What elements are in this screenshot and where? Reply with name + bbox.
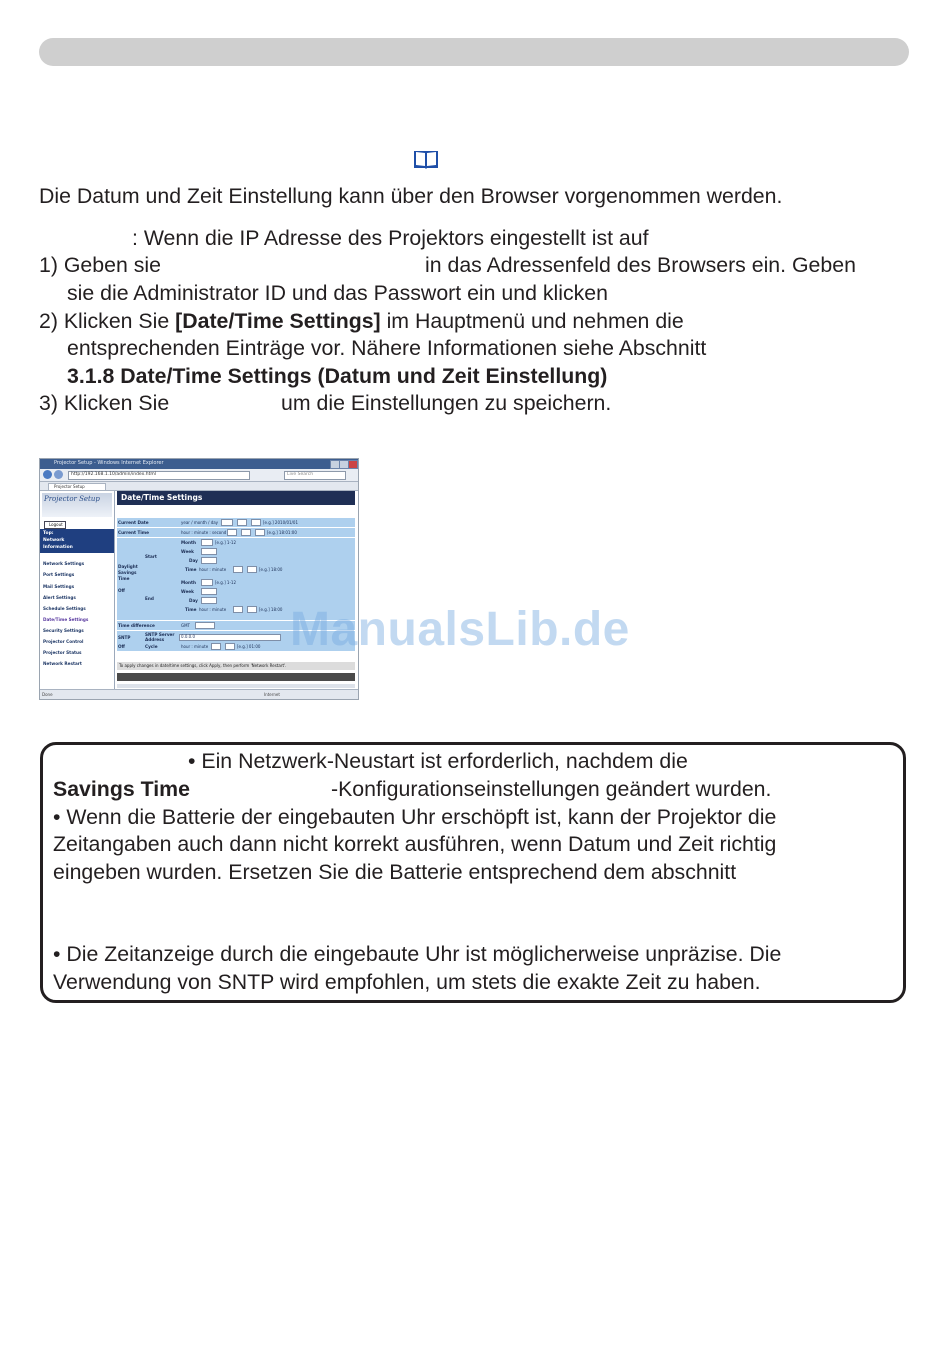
nav-item: Projector Control: [43, 639, 84, 644]
nav-item: Network Settings: [43, 561, 85, 566]
time-difference-row: Time difference GMT: [117, 620, 355, 630]
browser-screenshot: [39, 458, 359, 700]
step2-line1: 2) Klicken Sie [Date/Time Settings] im Hauptmenü und nehmen die: [39, 309, 684, 333]
note-line4: Zeitangaben auch dann nicht korrekt ausführen, wenn Datum und Zeit richtig: [53, 832, 777, 856]
note-line1: • Ein Netzwerk-Neustart ist erforderlich, nachdem die: [188, 749, 688, 773]
sidebar: [40, 491, 115, 689]
search-field: Live Search: [284, 471, 346, 480]
note-bold-term: Savings Time: [53, 777, 190, 801]
window-titlebar: [40, 459, 358, 469]
window-title: Projector Setup - Windows Internet Explorer: [54, 460, 164, 466]
current-time-row: Current Time hour : minute : second [e.g.] 18:01:00: [117, 527, 355, 537]
nav-item: Network Restart: [43, 661, 82, 666]
nav-item: Projector Status: [43, 650, 82, 655]
step1-prefix: 1) Geben sie: [39, 253, 161, 277]
nav-item: Port Settings: [43, 572, 75, 577]
notice-bar: To apply changes in date/time settings, click Apply, then perform 'Network Restart'.: [117, 662, 355, 670]
forward-icon: [54, 470, 63, 479]
nav-item: Security Settings: [43, 628, 84, 633]
nav-item: Schedule Settings: [43, 606, 86, 611]
status-bar: Done Internet: [40, 689, 358, 700]
tab-bar: [40, 482, 358, 491]
panel-header: Date/Time Settings: [117, 491, 355, 505]
step1-suffix: in das Adressenfeld des Browsers ein. Geben: [425, 253, 856, 277]
settings-panel: [115, 491, 358, 689]
watermark: ManualsLib.de: [290, 603, 630, 656]
logo: Projector Setup: [42, 493, 112, 517]
button-bar: [117, 673, 355, 681]
current-date-row: Current Date year / month / day [e.g.] 2010/01/01: [117, 517, 355, 527]
note-line7: Verwendung von SNTP wird empfohlen, um stets die exakte Zeit zu haben.: [53, 970, 761, 994]
browser-tab: Projector Setup: [48, 483, 106, 491]
step3-prefix: 3) Klicken Sie: [39, 391, 170, 415]
step1-line2: sie die Administrator ID und das Passwort ein und klicken: [67, 281, 608, 305]
header-bar: [39, 38, 909, 66]
nav-item: Alert Settings: [43, 595, 76, 600]
close-icon: [348, 460, 358, 469]
logout-button: Logout: [44, 521, 66, 529]
sntp-row: SNTP Off SNTP Server Address 0.0.0.0 Cycle hour : minute [e.g.] 01:00: [117, 630, 355, 651]
book-icon: [412, 148, 440, 170]
note-line3: • Wenn die Batterie der eingebauten Uhr erschöpft ist, kann der Projektor die: [53, 805, 777, 829]
intro-text: Die Datum und Zeit Einstellung kann über den Browser vorgenommen werden.: [39, 184, 783, 208]
note-line6: • Die Zeitanzeige durch die eingebaute Uhr ist möglicherweise unpräzise. Die: [53, 942, 782, 966]
step2-line2: entsprechenden Einträge vor. Nähere Informationen siehe Abschnitt: [67, 336, 707, 360]
nav-item-active: Date/Time Settings: [43, 617, 89, 622]
note-line5: eingeben wurden. Ersetzen Sie die Batterie entsprechend dem abschnitt: [53, 860, 737, 884]
back-icon: [43, 470, 52, 479]
scrollbar: [117, 684, 355, 688]
section-reference: 3.1.8 Date/Time Settings (Datum und Zeit Einstellung): [67, 364, 608, 388]
nav-item: Mail Settings: [43, 584, 75, 589]
nav-top-item: Top: Network Information: [40, 529, 114, 553]
address-bar: [40, 469, 358, 482]
address-field: http://192.168.1.10/admin/index.html: [68, 471, 250, 480]
note-line2: -Konfigurationseinstellungen geändert wurden.: [331, 777, 772, 801]
daylight-savings-row: Daylight Savings Time Off Start End Month [e.g.] 1-12 Week Day Time hour : minute [e.g.] 18:00 Month [e.g.] 1-12 Week Day Time hour : minute [e.g.] 18:00: [117, 537, 355, 620]
prerequisite-text: : Wenn die IP Adresse des Projektors eingestellt ist auf: [132, 226, 649, 250]
step3-suffix: um die Einstellungen zu speichern.: [281, 391, 612, 415]
